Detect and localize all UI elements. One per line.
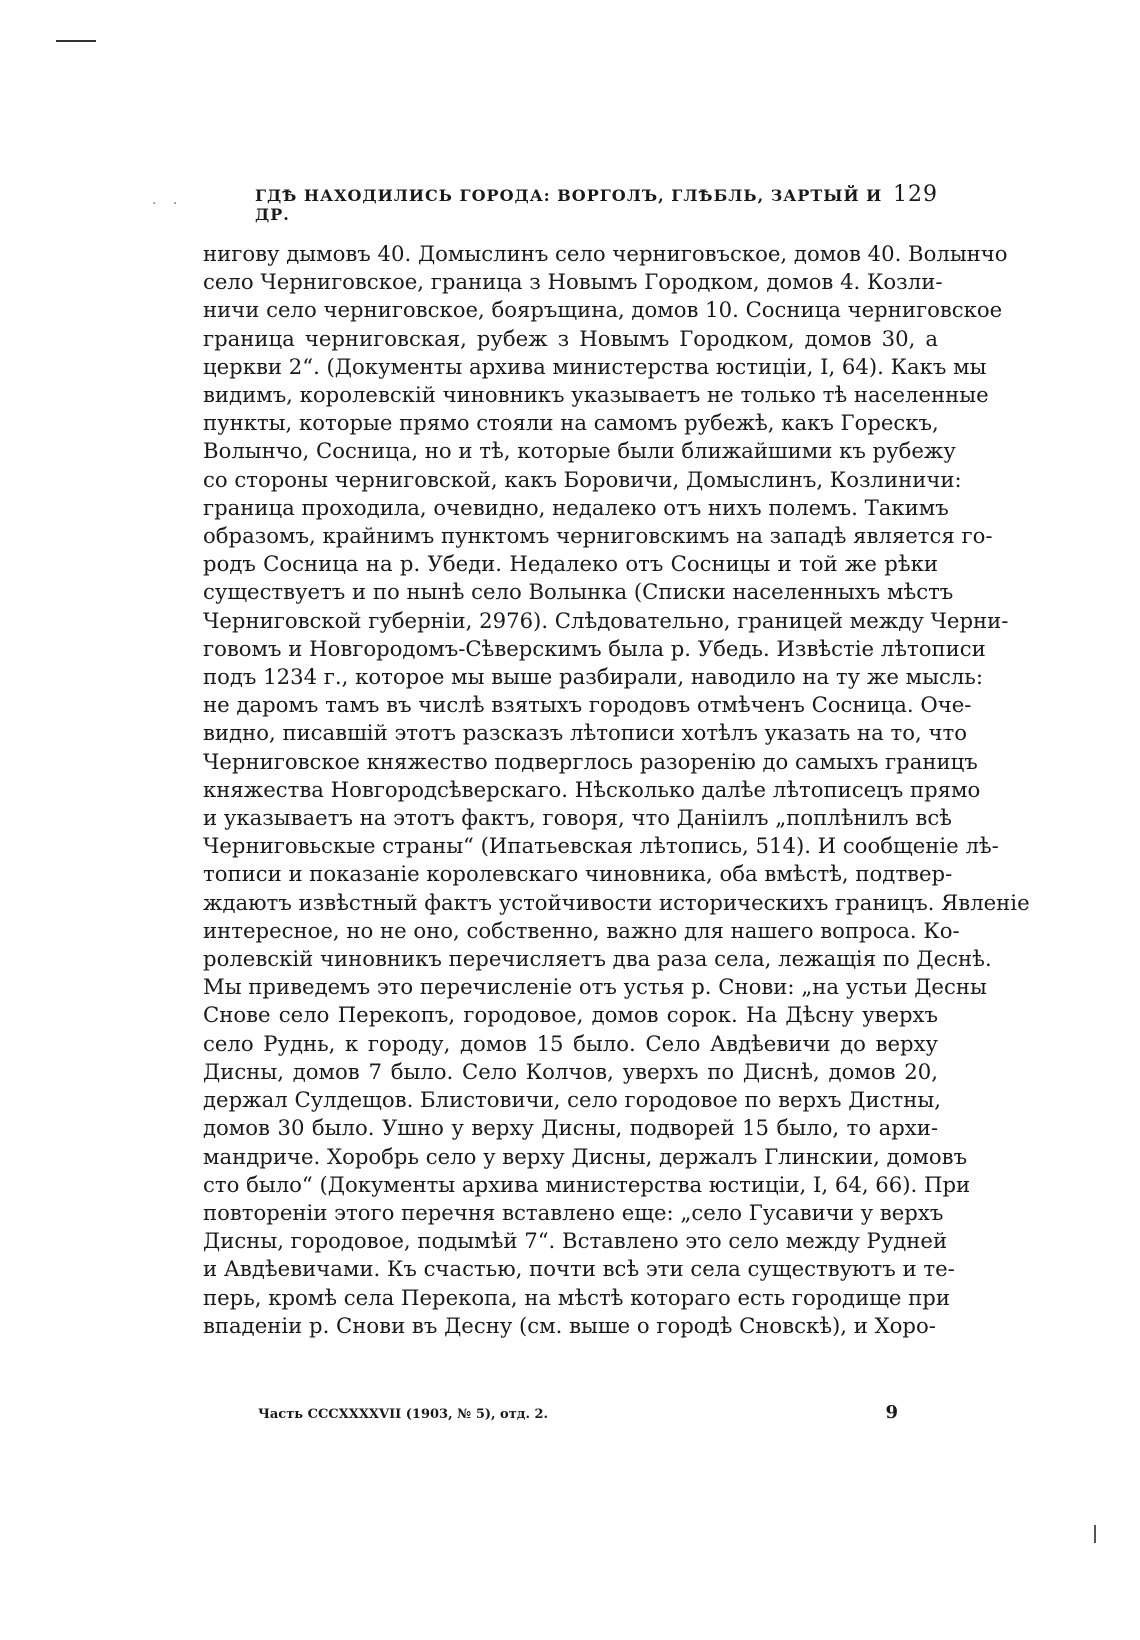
text-line: существуетъ и по нынѣ село Волынка (Списки населенныхъ мѣстъ (203, 579, 954, 605)
text-line: ничи село черниговское, бояръщина, домов 10. Сосница черниговское (203, 297, 1003, 323)
scan-edge-mark (1094, 1525, 1096, 1543)
text-line: Черниговское княжество подверглось разоренію до самыхъ границъ (203, 748, 978, 774)
page-number: 129 (893, 182, 938, 207)
text-line: впаденіи р. Снови въ Десну (см. выше о городѣ Сновскѣ), и Хоро- (203, 1312, 936, 1338)
scan-edge-rule (56, 40, 96, 42)
text-line: и Авдѣевичами. Къ счастью, почти всѣ эти села существуютъ и те- (203, 1256, 955, 1282)
text-line: держал Сулдещов. Блистовичи, село городовое по верхъ Дистны, (203, 1087, 941, 1113)
text-line: княжества Новгородсѣверскаго. Нѣсколько далѣе лѣтописецъ прямо (203, 776, 981, 802)
text-line: со стороны черниговской, какъ Боровичи, Домыслинъ, Козлиничи: (203, 466, 962, 492)
text-line: церкви 2“. (Документы архива министерства юстиціи, I, 64). Какъ мы (203, 353, 987, 379)
body-text (203, 240, 1030, 1340)
text-line: Черниговской губерніи, 2976). Слѣдовательно, границей между Черни- (203, 607, 1009, 633)
text-line: и указываетъ на этотъ фактъ, говоря, что Даніилъ „поплѣнилъ всѣ (203, 805, 952, 831)
text-line: ждаютъ извѣстный фактъ устойчивости историческихъ границъ. Явленіе (203, 889, 1030, 915)
text-line: видимъ, королевскій чиновникъ указываетъ не только тѣ населенные (203, 382, 989, 408)
running-header (255, 182, 938, 224)
running-title: ГДѢ НАХОДИЛИСЬ ГОРОДА: ВОРГОЛЪ, ГЛѢБЛЬ, ЗАРТЫЙ И ДР. (255, 186, 883, 224)
text-line: образомъ, крайнимъ пунктомъ черниговскимъ на западѣ является го- (203, 523, 993, 549)
text-line: перь, кромѣ села Перекопа, на мѣстѣ котораго есть городище при (203, 1284, 950, 1310)
text-line: село Черниговское, граница з Новымъ Городком, домов 4. Козли- (203, 269, 943, 295)
text-line: нигову дымовъ 40. Домыслинъ село черниговъское, домов 40. Волынчо (203, 241, 1008, 266)
text-line: ролевскій чиновникъ перечисляетъ два раза села, лежащія по Деснѣ. (203, 946, 992, 972)
signature-mark: 9 (885, 1402, 898, 1423)
margin-dots: . . (152, 192, 184, 208)
page-footer (258, 1402, 898, 1423)
text-line: Дисны, домов 7 было. Село Колчов, уверхъ по Диснѣ, домов 20, (203, 1058, 938, 1084)
text-line: видно, писавшій этотъ разсказъ лѣтописи хотѣлъ указать на то, что (203, 720, 967, 746)
text-line: Снове село Перекопъ, городовое, домов сорок. На Дѣсну уверхъ (203, 1002, 938, 1028)
text-line: Дисны, городовое, подымѣй 7“. Вставлено это село между Рудней (203, 1228, 948, 1254)
text-line: Волынчо, Сосница, но и тѣ, которые были ближайшими къ рубежу (203, 438, 956, 464)
text-line: интересное, но не оно, собственно, важно для нашего вопроса. Ко- (203, 917, 960, 943)
text-line: домов 30 было. Ушно у верху Дисны, подворей 15 было, то архи- (203, 1115, 938, 1141)
text-line: село Руднь, к городу, домов 15 было. Село Авдѣевичи до верху (203, 1030, 938, 1056)
text-line: повтореніи этого перечня вставлено еще: „село Гусавичи у верхъ (203, 1199, 944, 1225)
text-line: граница проходила, очевидно, недалеко отъ нихъ полемъ. Такимъ (203, 494, 949, 520)
text-line: граница черниговская, рубеж з Новымъ Городком, домов 30, а (203, 325, 938, 351)
text-line: сто было“ (Документы архива министерства юстиціи, I, 64, 66). При (203, 1171, 971, 1197)
text-line: тописи и показаніе королевскаго чиновника, оба вмѣстѣ, подтвер- (203, 861, 953, 887)
text-line: мандриче. Хоробрь село у верху Дисны, держалъ Глинскии, домовъ (203, 1143, 968, 1169)
text-line: не даромъ тамъ въ числѣ взятыхъ городовъ отмѣченъ Сосница. Оче- (203, 692, 972, 718)
text-line: родъ Сосница на р. Убеди. Недалеко отъ Сосницы и той же рѣки (203, 551, 938, 577)
text-line: пункты, которые прямо стояли на самомъ рубежѣ, какъ Горескъ, (203, 410, 939, 436)
text-line: Черниговьскые страны“ (Ипатьевская лѣтопись, 514). И сообщеніе лѣ- (203, 833, 999, 859)
publication-imprint: Часть CCCXXXXVII (1903, № 5), отд. 2. (258, 1407, 549, 1422)
text-line: подъ 1234 г., которое мы выше разбирали, наводило на ту же мысль: (203, 664, 983, 690)
text-line: Мы приведемъ это перечисленіе отъ устья р. Снови: „на устьи Десны (203, 974, 987, 1000)
text-line: говомъ и Новгородомъ-Сѣверскимъ была р. Убедь. Извѣстіе лѣтописи (203, 635, 986, 661)
